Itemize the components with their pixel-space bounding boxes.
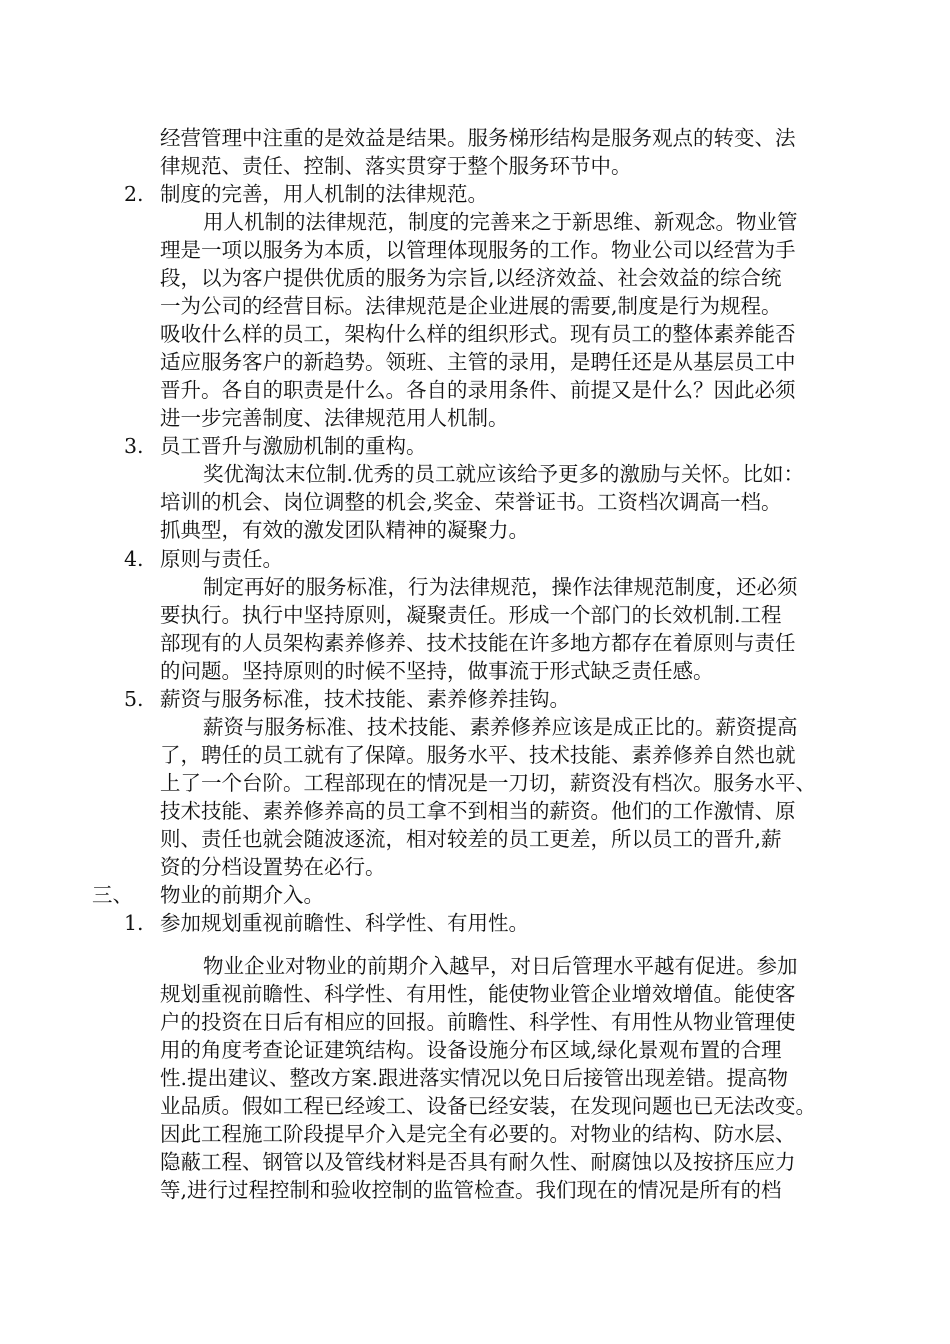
paragraph-line: 隐蔽工程、钢管以及管线材料是否具有耐久性、耐腐蚀以及按挤压应力 [160,1150,796,1174]
paragraph-line: 则、责任也就会随波逐流，相对较差的员工更差，所以员工的晋升,薪 [160,827,782,851]
section-number: 三、 [92,883,133,907]
paragraph-line: 薪资与服务标准、技术技能、素养修养应该是成正比的。薪资提高 [203,715,798,739]
paragraph-line: 物业企业对物业的前期介入越早，对日后管理水平越有促进。参加 [203,954,798,978]
paragraph-line: 段，以为客户提供优质的服务为宗旨,以经济效益、社会效益的综合统 [160,266,782,290]
paragraph-line: 户的投资在日后有相应的回报。前瞻性、科学性、有用性从物业管理使 [160,1010,796,1034]
paragraph-line: 因此工程施工阶段提早介入是完全有必要的。对物业的结构、防水层、 [160,1122,796,1146]
list-number: 5. [124,687,144,711]
list-item-heading: 制度的完善，用人机制的法律规范。 [160,182,488,206]
paragraph-line: 性.提出建议、整改方案.跟进落实情况以免日后接管出现差错。提高物 [160,1066,789,1090]
paragraph-line: 一为公司的经营目标。法律规范是企业进展的需要,制度是行为规程。 [160,294,782,318]
paragraph-line: 培训的机会、岗位调整的机会,奖金、荣誉证书。工资档次调高一档。 [160,490,782,514]
list-item-heading: 员工晋升与激励机制的重构。 [160,434,427,458]
paragraph-line: 奖优淘汰末位制.优秀的员工就应该给予更多的激励与关怀。比如： [203,462,805,486]
paragraph-line: 业品质。假如工程已经竣工、设备已经安装，在发现问题也已无法改变。 [160,1094,816,1118]
paragraph-line: 进一步完善制度、法律规范用人机制。 [160,406,509,430]
list-item-heading: 原则与责任。 [160,547,283,571]
paragraph-line: 理是一项以服务为本质，以管理体现服务的工作。物业公司以经营为手 [160,238,796,262]
paragraph-line: 律规范、责任、控制、落实贯穿于整个服务环节中。 [160,154,632,178]
paragraph-line: 抓典型，有效的激发团队精神的凝聚力。 [160,518,529,542]
list-item-heading: 薪资与服务标准，技术技能、素养修养挂钩。 [160,687,570,711]
paragraph-line: 了，聘任的员工就有了保障。服务水平、技术技能、素养修养自然也就 [160,743,796,767]
paragraph-line: 规划重视前瞻性、科学性、有用性，能使物业管企业增效增值。能使客 [160,982,796,1006]
paragraph-line: 部现有的人员架构素养修养、技术技能在许多地方都存在着原则与责任 [160,631,796,655]
list-item-heading: 参加规划重视前瞻性、科学性、有用性。 [160,911,529,935]
paragraph-line: 的问题。坚持原则的时候不坚持，做事流于形式缺乏责任感。 [160,659,714,683]
list-number: 1. [124,911,144,935]
paragraph-line: 晋升。各自的职责是什么。各自的录用条件、前提又是什么？因此必须 [160,378,796,402]
paragraph-line: 技术技能、素养修养高的员工拿不到相当的薪资。他们的工作激情、原 [160,799,796,823]
list-number: 4. [124,547,144,571]
list-number: 2. [124,182,144,206]
list-number: 3. [124,434,144,458]
paragraph-line: 等,进行过程控制和验收控制的监管检查。我们现在的情况是所有的档 [160,1178,782,1202]
paragraph-line: 要执行。执行中坚持原则，凝聚责任。形成一个部门的长效机制.工程 [160,603,782,627]
paragraph-line: 适应服务客户的新趋势。领班、主管的录用，是聘任还是从基层员工中 [160,350,796,374]
section-heading: 物业的前期介入。 [160,883,324,907]
paragraph-line: 上了一个台阶。工程部现在的情况是一刀切，薪资没有档次。服务水平、 [160,771,816,795]
paragraph-line: 制定再好的服务标准，行为法律规范，操作法律规范制度，还必须 [203,575,798,599]
paragraph-line: 用的角度考查论证建筑结构。设备设施分布区域,绿化景观布置的合理 [160,1038,782,1062]
paragraph-line: 用人机制的法律规范，制度的完善来之于新思维、新观念。物业管 [203,210,798,234]
paragraph-line: 经营管理中注重的是效益是结果。服务梯形结构是服务观点的转变、法 [160,126,796,150]
paragraph-line: 资的分档设置势在必行。 [160,855,386,879]
paragraph-line: 吸收什么样的员工，架构什么样的组织形式。现有员工的整体素养能否 [160,322,796,346]
